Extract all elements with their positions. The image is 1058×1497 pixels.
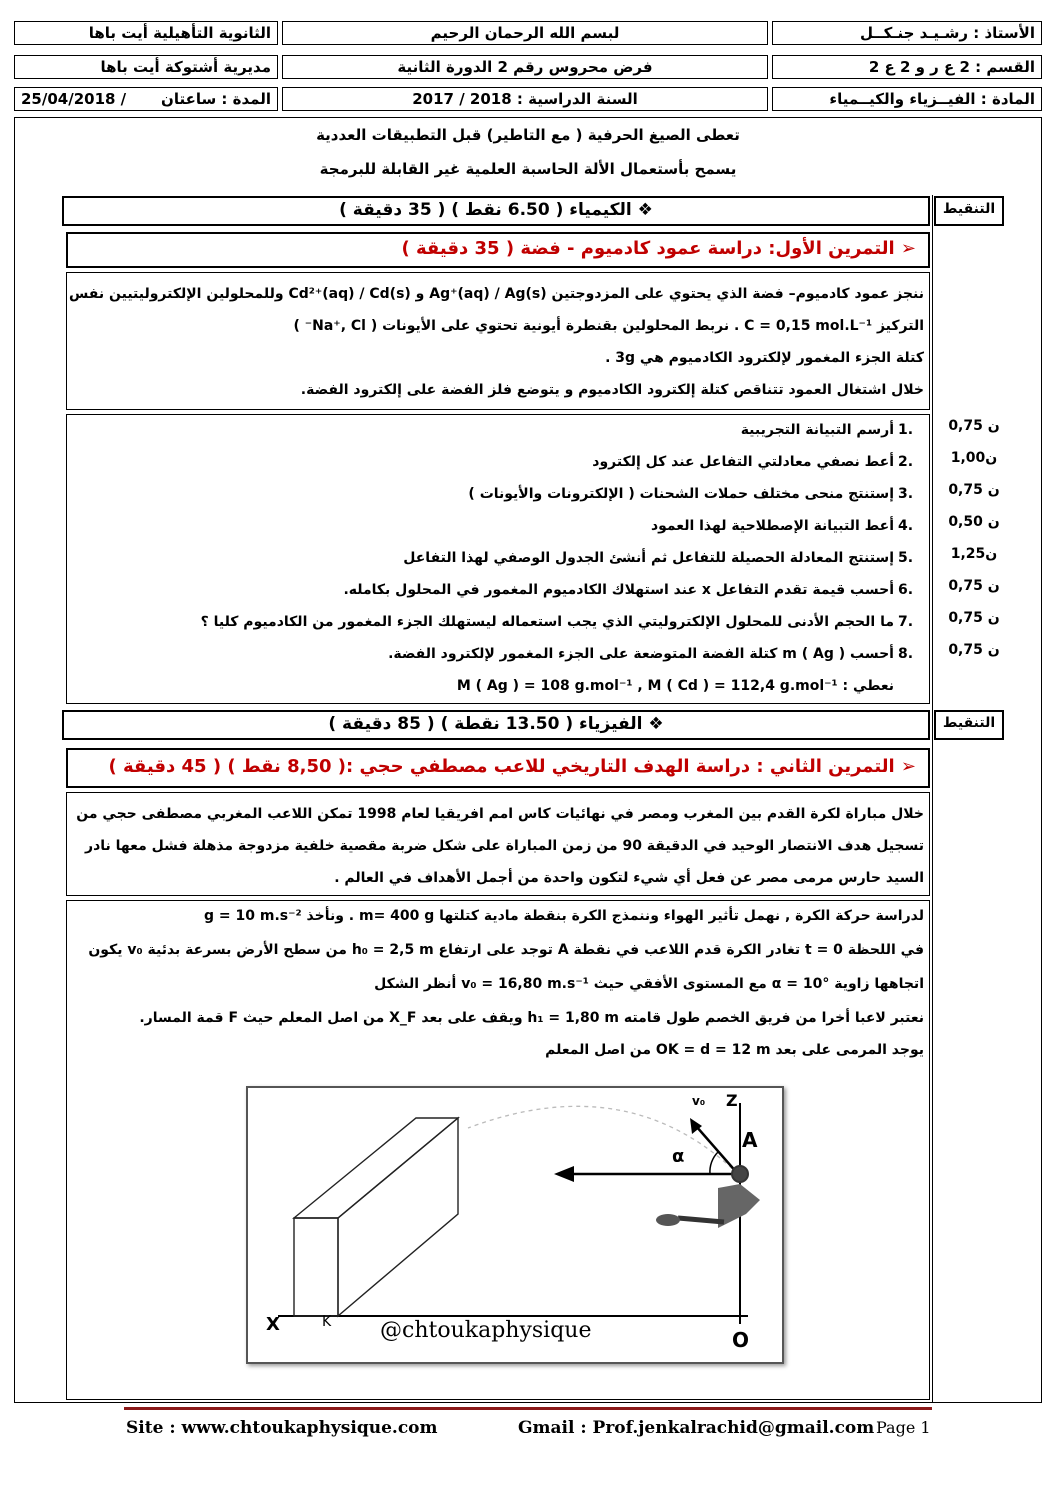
exercise2-data-5: يوجد المرمى على بعد OK = d = 12 m من اصل المعلم xyxy=(545,1042,924,1058)
exercise2-title: ➢ التمرين الثاني : دراسة الهدف التاريخي للاعب مصطفي حجي :( 8,50 نقط ) ( 45 دقيقة ) xyxy=(108,756,916,777)
question-mark: 0,75 ن xyxy=(948,578,1000,594)
directorate-name: مديرية أشتوكة أيت باها xyxy=(14,55,278,79)
duration-label: المدة : ساعتان xyxy=(161,90,271,108)
axis-x-label: X xyxy=(266,1314,280,1335)
figure-watermark: @chtoukaphysique xyxy=(380,1318,592,1343)
teacher-name: الأستاذ : رشـيـد جنـكــل xyxy=(772,21,1042,45)
question-text: أحسب m ( Ag ) كتلة الفضة المتوضعة على الجزء المغمور لإلكترود الفضة. xyxy=(388,646,894,662)
footer-rule xyxy=(124,1407,932,1410)
vector-v0-label: v₀ xyxy=(692,1094,706,1108)
angle-alpha-label: α xyxy=(672,1146,685,1167)
question-number: 6. xyxy=(898,582,914,598)
exam-title: فرض محروس رقم 2 الدورة الثانية xyxy=(282,55,768,79)
instruction-line-2: يسمح بأستعمال الألة الحاسبة العلمية غير القابلة للبرمجة xyxy=(319,160,737,178)
exercise2-data-2: في اللحظة t = 0 تغادر الكرة قدم اللاعب في نقطة A توجد على ارتفاع h₀ = 2,5 m من سطح الأرض بسرعة بدئية v₀ يكون xyxy=(88,942,924,958)
grading-header-2: التنقيط xyxy=(942,715,996,731)
exercise2-intro-3: السيد حارس مرمى مصر عن فعل أي شيء لتكون واحدة من أجمل الأهداف في العالم . xyxy=(334,870,924,886)
instruction-line-1: تعطى الصيغ الحرفية ( مع التاطير) قبل التطبيقات العددية xyxy=(316,126,740,144)
subject-label: المادة : الفيــزياء والكيــمياء xyxy=(772,87,1042,111)
exercise2-intro-1: خلال مباراة لكرة القدم بين المغرب ومصر في نهائيات كاس امم افريقيا لعام 1998 تمكن اللاعب المغربي مصطفى حجي من xyxy=(76,806,924,822)
question-mark: 0,75 ن xyxy=(948,642,1000,658)
footer-site: Site : www.chtoukaphysique.com xyxy=(126,1418,438,1438)
question-mark: 0,75 ن xyxy=(948,482,1000,498)
question-text: أحسب قيمة تقدم التفاعل x عند استهلاك الكادميوم المغمور في المحلول بكامله. xyxy=(343,582,894,598)
point-k-label: K xyxy=(322,1314,332,1330)
question-mark: 0,50 ن xyxy=(948,514,1000,530)
chemistry-title: ❖ الكيمياء ( 6.50 نقط ) ( 35 دقيقة ) xyxy=(339,200,653,220)
question-text: إستنتج منحى مختلف حملات الشحنات ( الإلكترونات والأيونات ) xyxy=(468,486,894,502)
question-number: 3. xyxy=(898,486,914,502)
grading-column-divider xyxy=(932,195,933,1403)
point-o-label: O xyxy=(732,1328,750,1352)
question-number: 4. xyxy=(898,518,914,534)
exercise2-data-4: نعتبر لاعبا أخرا من فريق الخصم طول قامته h₁ = 1,80 m ويقف على بعد X_F من اصل المعلم حيث F قمة المسار. xyxy=(139,1010,924,1026)
arrow-head-icon xyxy=(554,1166,574,1182)
goal-box-icon xyxy=(294,1118,458,1316)
molar-masses-given: نعطي : M ( Ag ) = 108 g.mol⁻¹ , M ( Cd ) = 112,4 g.mol⁻¹ xyxy=(456,678,894,694)
question-number: 7. xyxy=(898,614,914,630)
grading-header-1: التنقيط xyxy=(942,201,996,217)
exercise1-intro-4: خلال اشتغال العمود تتناقص كتلة إلكترود الكادميوم و يتوضع فلز الفضة على إلكترود الفضة. xyxy=(300,382,924,398)
footer-gmail: Gmail : Prof.jenkalrachid@gmail.com xyxy=(518,1418,875,1438)
physics-title: ❖ الفيزياء ( 13.50 نقطة ) ( 85 دقيقة ) xyxy=(328,714,664,734)
basmala: لبسم الله الرحمان الرحيم xyxy=(282,21,768,45)
question-number: 2. xyxy=(898,454,914,470)
question-mark: 1,25ن xyxy=(950,546,998,562)
question-mark: 1,00ن xyxy=(950,450,998,466)
question-number: 5. xyxy=(898,550,914,566)
page-number: Page 1 xyxy=(876,1418,931,1437)
school-name: الثانوية التأهيلية أيت باها xyxy=(14,21,278,45)
trajectory-path xyxy=(468,1106,738,1174)
question-text: ما الحجم الأدنى للمحلول الإلكتروليتي الذي يجب استعماله ليستهلك الجزء المغمور من الكادميوم كليا ؟ xyxy=(200,614,894,630)
point-a-label: A xyxy=(742,1128,758,1152)
question-number: 8. xyxy=(898,646,914,662)
exercise1-intro-1: ننجز عمود كادميوم– فضة الذي يحتوي على المزدوجتين Ag⁺(aq) / Ag(s) و Cd²⁺(aq) / Cd(s) وللمحلولين الإلكتروليتيين نفس xyxy=(69,286,924,302)
exercise2-data-3: اتجاهها زاوية α = 10° مع المستوى الأفقي حيث v₀ = 16,80 m.s⁻¹ أنظر الشكل xyxy=(374,976,924,992)
exercise1-title: ➢ التمرين الأول: دراسة عمود كادميوم - فضة ( 35 دقيقة ) xyxy=(401,238,916,259)
question-number: 1. xyxy=(898,422,914,438)
question-text: أرسم التبيانة التجريبية xyxy=(740,422,894,438)
axis-z-label: Z xyxy=(726,1091,738,1110)
exercise2-data-1: لدراسة حركة الكرة , نهمل تأثير الهواء وننمذج الكرة بنقطة مادية كتلتها m= 400 g . ونأخذ g = 10 m.s⁻² xyxy=(204,908,924,924)
exercise1-intro-3: كتلة الجزء المغمور لإلكترود الكادميوم هي 3g . xyxy=(605,350,924,366)
exercise2-intro-2: تسجيل هدف الانتصار الوحيد في الدقيقة 90 من زمن المباراة على شكل ضربة مقصية خلفية مزدوجة مذهلة فشل معها نادر xyxy=(85,838,924,854)
exam-date: 25/04/2018 / xyxy=(21,90,127,108)
exercise1-intro-2: التركيز C = 0,15 mol.L⁻¹ . نربط المحلولين بقنطرة أيونية تحتوي على الأيونات ( Na⁺, Cl⁻ ) xyxy=(293,318,924,334)
angle-arc xyxy=(710,1152,718,1174)
question-text: إستنتج المعادلة الحصيلة للتفاعل ثم أنشئ الجدول الوصفي لهذا التفاعل xyxy=(403,550,894,566)
duration-date xyxy=(14,87,278,111)
v0-vector xyxy=(696,1126,738,1174)
question-text: أعط نصفي معادلتي التفاعل عند كل إلكترود xyxy=(592,454,894,470)
question-mark: 0,75 ن xyxy=(948,418,1000,434)
trajectory-figure xyxy=(246,1086,784,1364)
player-silhouette-icon xyxy=(656,1166,760,1228)
question-text: أعط التبيانة الإصطلاحية لهذا العمود xyxy=(650,518,894,534)
class-label: القسم : 2 ع ر و 2 ع 2 xyxy=(772,55,1042,79)
question-mark: 0,75 ن xyxy=(948,610,1000,626)
school-year: السنة الدراسية : 2018 / 2017 xyxy=(282,87,768,111)
